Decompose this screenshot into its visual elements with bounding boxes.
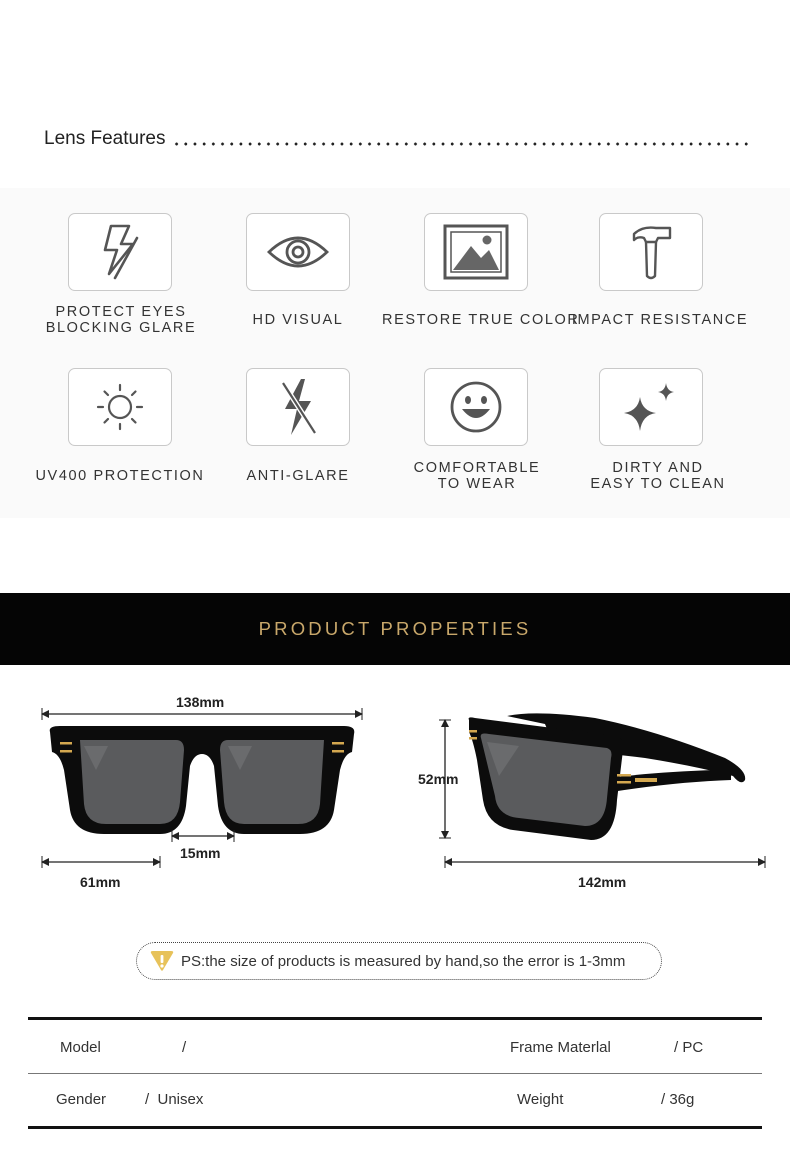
dimension-temple-length: 142mm — [578, 874, 627, 890]
side-view-diagram — [395, 680, 790, 900]
spec-value-weight: / 36g — [661, 1091, 695, 1108]
feature-label-clean — [563, 460, 753, 492]
feature-label-hd — [203, 312, 393, 328]
feature-label-line: EASY TO CLEAN — [590, 476, 726, 492]
table-row-divider — [28, 1073, 762, 1074]
feature-label-color — [382, 312, 580, 328]
measurement-note-text: PS:the size of products is measured by hand,so the error is 1-3mm — [181, 952, 626, 970]
sun-icon — [85, 375, 155, 439]
feature-icon-box-impact — [599, 213, 703, 291]
sparkle-icon — [616, 375, 686, 439]
feature-label-line: UV400 PROTECTION — [35, 468, 205, 484]
feature-icon-box-protect — [68, 213, 172, 291]
eye-icon — [263, 220, 333, 284]
smiley-icon — [441, 375, 511, 439]
front-view-diagram — [0, 680, 395, 900]
spec-value-frame-material: / PC — [674, 1039, 704, 1056]
feature-label-antiglare — [203, 468, 393, 484]
feature-icon-box-comfort — [424, 368, 528, 446]
dimension-lens-width: 61mm — [80, 874, 121, 890]
spec-label-gender: Gender — [56, 1091, 107, 1108]
spec-value-model: / — [182, 1039, 187, 1056]
spec-label-model: Model — [60, 1039, 101, 1056]
feature-label-line: DIRTY AND — [612, 460, 704, 476]
warning-icon — [149, 950, 175, 972]
dimension-total-width: 138mm — [176, 694, 225, 710]
feature-icon-box-color — [424, 213, 528, 291]
feature-label-line: RESTORE TRUE COLOR — [382, 312, 580, 328]
feature-icon-box-antiglare — [246, 368, 350, 446]
feature-icon-box-clean — [599, 368, 703, 446]
spec-label-weight: Weight — [517, 1091, 564, 1108]
spec-label-frame-material: Frame Materlal — [510, 1039, 611, 1056]
feature-label-line: ANTI-GLARE — [246, 468, 350, 484]
feature-label-line: TO WEAR — [437, 476, 517, 492]
feature-label-protect — [26, 304, 216, 336]
feature-label-line: IMPACT RESISTANCE — [571, 312, 749, 328]
hammer-icon — [616, 220, 686, 284]
feature-label-line: COMFORTABLE — [413, 460, 541, 476]
sunglasses-front — [50, 726, 355, 834]
dimension-lens-height: 52mm — [418, 771, 459, 787]
feature-label-comfort — [382, 460, 572, 492]
feature-label-line: PROTECT EYES — [55, 304, 187, 320]
title-dotted-divider — [172, 142, 752, 146]
spec-value-gender: / Unisex — [145, 1091, 204, 1108]
feature-label-line: HD VISUAL — [252, 312, 344, 328]
lens-features-title: Lens Features — [44, 128, 166, 149]
feature-icon-box-hd — [246, 213, 350, 291]
dimension-bridge: 15mm — [180, 845, 221, 861]
sunglasses-side — [469, 713, 746, 840]
product-properties-banner — [0, 593, 790, 665]
feature-label-uv — [25, 468, 215, 484]
lightning-icon — [85, 220, 155, 284]
crossed-lightning-icon — [263, 375, 333, 439]
measurement-note — [136, 942, 662, 980]
picture-icon — [441, 220, 511, 284]
table-bottom-rule — [28, 1126, 762, 1129]
banner-title: PRODUCT PROPERTIES — [258, 618, 532, 639]
table-top-rule — [28, 1017, 762, 1020]
feature-icon-box-uv — [68, 368, 172, 446]
feature-label-line: BLOCKING GLARE — [45, 320, 197, 336]
feature-label-impact — [565, 312, 755, 328]
